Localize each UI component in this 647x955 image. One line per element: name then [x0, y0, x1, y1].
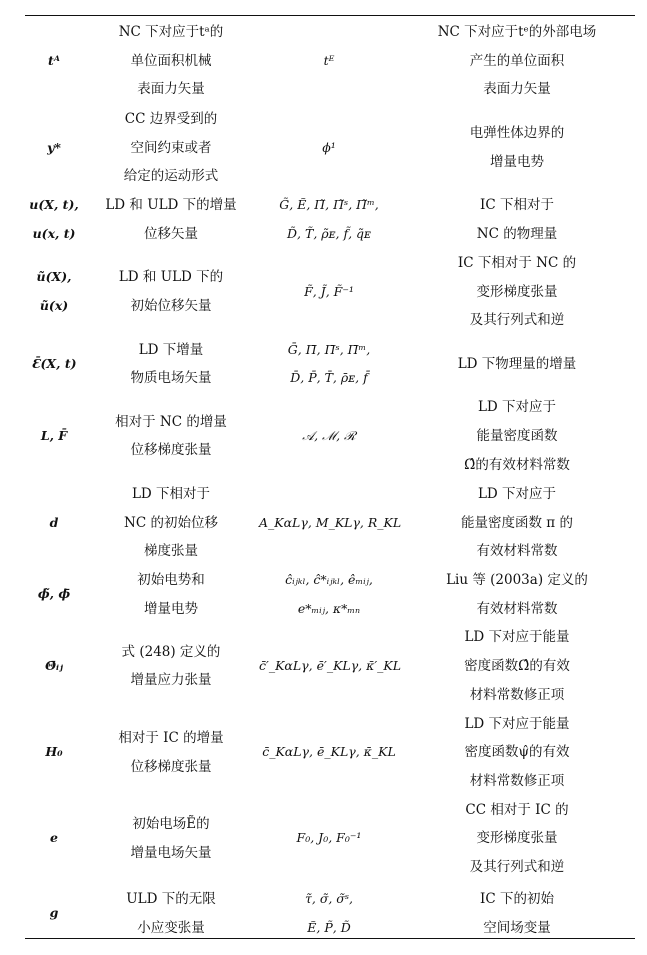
cell-line: IC 下相对于	[480, 197, 554, 214]
cell-line: g	[49, 905, 59, 921]
symbol-cell	[25, 796, 83, 882]
description-cell	[83, 191, 259, 248]
description-cell	[399, 796, 635, 882]
cell-line: 相对于 IC 的增量	[118, 729, 224, 746]
cell-line: 小应变张量	[137, 919, 205, 936]
description-cell	[399, 249, 635, 336]
description-cell	[83, 393, 259, 480]
description-cell	[399, 882, 635, 946]
cell-line: ũ(X),	[36, 269, 72, 285]
table-row	[25, 336, 635, 393]
bottom-rule	[25, 938, 635, 939]
cell-line: G̃, Ẽ, Π̃, Π̃ˢ, Π̃ᵐ,	[279, 197, 379, 213]
symbol-cell	[25, 623, 83, 709]
cell-line: 增量电势	[144, 600, 198, 617]
cell-line: d	[49, 514, 59, 530]
symbol-cell	[259, 191, 399, 248]
description-cell	[83, 105, 259, 191]
cell-line: ϕ¹	[322, 139, 336, 155]
cell-line: 密度函数ψ̂的有效	[464, 744, 570, 761]
cell-line: 梯度张量	[144, 543, 198, 560]
cell-line: 材料常数修正项	[469, 772, 565, 789]
symbol-cell	[259, 480, 402, 566]
cell-line: 式 (248) 定义的	[121, 643, 221, 660]
symbol-cell	[25, 17, 83, 105]
description-cell	[399, 480, 635, 566]
cell-line: tᴬ	[48, 52, 60, 68]
cell-line: 空间场变量	[483, 919, 551, 936]
cell-line: LD 下对应于	[477, 399, 557, 416]
cell-line: 位移梯度张量	[130, 758, 212, 775]
cell-line: LD 下增量	[138, 341, 204, 358]
symbol-cell	[25, 566, 83, 623]
symbol-cell	[259, 566, 399, 623]
description-cell	[399, 191, 635, 248]
cell-line: 𝒜, ℳ, ℛ	[302, 428, 356, 444]
table-row	[25, 710, 635, 796]
cell-line: LD 下对应于能量	[464, 629, 570, 646]
symbol-cell	[259, 393, 399, 480]
cell-line: NC 下对应于tᵉ的外部电场	[437, 23, 597, 40]
description-cell	[83, 623, 259, 709]
cell-line: NC 下对应于tᵃ的	[118, 23, 224, 40]
cell-line: 材料常数修正项	[469, 686, 565, 703]
cell-line: e	[50, 830, 58, 846]
cell-line: 相对于 NC 的增量	[115, 413, 227, 430]
cell-line: 表面力矢量	[137, 81, 205, 98]
cell-line: u(X, t),	[29, 197, 79, 213]
cell-line: LD 下相对于	[131, 485, 211, 502]
symbol-cell	[259, 710, 399, 796]
cell-line: ũ(x)	[39, 298, 69, 314]
cell-line: ĉᵢⱼₖₗ, ĉ*ᵢⱼₖₗ, êₘᵢⱼ,	[285, 572, 373, 588]
cell-line: LD 和 ULD 下的增量	[105, 197, 237, 214]
cell-line: 增量电场矢量	[130, 844, 212, 861]
cell-line: Ω̂的有效材料常数	[464, 456, 570, 473]
symbol-cell	[259, 623, 402, 709]
table-row	[25, 191, 635, 248]
cell-line: τ̃, σ̃, σ̃ˢ,	[304, 891, 354, 907]
cell-line: 单位面积机械	[130, 52, 212, 69]
cell-line: 初始电势和	[137, 572, 205, 589]
cell-line: e*ₘᵢⱼ, κ*ₘₙ	[297, 600, 361, 616]
symbol-cell	[25, 105, 83, 191]
table-row	[25, 480, 635, 566]
cell-line: L, F̄	[40, 428, 68, 444]
cell-line: 给定的运动形式	[123, 168, 219, 185]
cell-line: 电弹性体边界的	[469, 125, 565, 142]
cell-line: 有效材料常数	[476, 600, 558, 617]
cell-line: 位移梯度张量	[130, 442, 212, 459]
cell-line: 空间约束或者	[130, 139, 212, 156]
description-cell	[399, 393, 635, 480]
symbol-cell	[259, 336, 399, 393]
cell-line: 位移矢量	[144, 225, 198, 242]
symbol-cell	[25, 191, 83, 248]
description-cell	[399, 710, 635, 796]
cell-line: Liu 等 (2003a) 定义的	[446, 572, 588, 589]
cell-line: c̄′_KαLγ, ē′_KLγ, κ̄′_KL	[259, 658, 402, 674]
cell-line: 及其行列式和逆	[469, 312, 565, 329]
table-row	[25, 249, 635, 336]
description-cell	[399, 623, 635, 709]
description-cell	[399, 336, 635, 393]
cell-line: ϕ̃, ϕ̄	[37, 586, 71, 602]
symbol-table	[25, 17, 635, 946]
cell-line: tᴱ	[323, 52, 335, 68]
cell-line: 有效材料常数	[476, 543, 558, 560]
symbol-cell	[259, 796, 399, 882]
cell-line: 变形梯度张量	[476, 283, 558, 300]
cell-line: 初始位移矢量	[130, 298, 212, 315]
cell-line: y*	[47, 139, 61, 155]
cell-line: IC 下相对于 NC 的	[457, 254, 577, 271]
description-cell	[83, 710, 259, 796]
cell-line: NC 的初始位移	[124, 514, 218, 531]
symbol-cell	[25, 393, 83, 480]
cell-line: 产生的单位面积	[469, 52, 565, 69]
cell-line: LD 下物理量的增量	[457, 355, 577, 372]
cell-line: ULD 下的无限	[126, 891, 216, 908]
cell-line: F̃, J̃, F̃⁻¹	[304, 283, 354, 299]
description-cell	[399, 105, 635, 191]
description-cell	[83, 336, 259, 393]
cell-line: u(x, t)	[32, 225, 76, 241]
cell-line: 密度函数Ω̂的有效	[464, 658, 570, 675]
symbol-cell	[25, 480, 83, 566]
cell-line: LD 和 ULD 下的	[118, 269, 224, 286]
cell-line: 能量密度函数	[476, 428, 558, 445]
table-row	[25, 393, 635, 480]
cell-line: LD 下对应于	[477, 485, 557, 502]
table-row	[25, 796, 635, 882]
description-cell	[83, 17, 259, 105]
description-cell	[83, 480, 259, 566]
cell-line: Θ̄ᵢⱼ	[45, 658, 63, 674]
cell-line: c̄_KαLγ, ē_KLγ, κ̄_KL	[262, 744, 396, 760]
description-cell	[83, 566, 259, 623]
table-row	[25, 566, 635, 623]
symbol-cell	[25, 882, 83, 946]
symbol-cell	[259, 882, 399, 946]
description-cell	[399, 566, 635, 623]
symbol-cell	[25, 249, 83, 336]
cell-line: CC 边界受到的	[124, 111, 218, 127]
cell-line: 增量电势	[490, 154, 544, 171]
cell-line: 表面力矢量	[483, 81, 551, 98]
cell-line: CC 相对于 IC 的	[465, 801, 569, 818]
table-row	[25, 17, 635, 105]
description-cell	[399, 17, 635, 105]
cell-line: Ḡ, Π̄, Π̄ˢ, Π̄ᵐ,	[287, 341, 371, 357]
description-cell	[83, 249, 259, 336]
symbol-cell	[25, 710, 83, 796]
cell-line: H₀	[45, 744, 63, 760]
cell-line: F₀, J₀, F₀⁻¹	[296, 830, 362, 846]
cell-line: NC 的物理量	[476, 225, 558, 242]
symbol-cell	[25, 336, 83, 393]
cell-line: 及其行列式和逆	[469, 859, 565, 876]
symbol-cell	[259, 17, 399, 105]
cell-line: 初始电场Ẽ的	[132, 816, 210, 832]
cell-line: 变形梯度张量	[476, 830, 558, 847]
cell-line: IC 下的初始	[480, 891, 554, 908]
table-row	[25, 882, 635, 946]
cell-line: 物质电场矢量	[130, 370, 212, 387]
top-rule	[25, 15, 635, 16]
cell-line: 增量应力张量	[130, 672, 212, 689]
cell-line: Ẽ, P̃, D̃	[307, 919, 351, 935]
cell-line: 能量密度函数 π 的	[461, 514, 573, 531]
cell-line: A_KαLγ, M_KLγ, R_KL	[259, 514, 402, 530]
symbol-cell	[259, 249, 399, 336]
cell-line: Ɛ̄(X, t)	[31, 355, 77, 371]
table-row	[25, 105, 635, 191]
cell-line: D̄, P̄, T̄, ρ̄ᴇ, f̄	[290, 370, 368, 386]
cell-line: LD 下对应于能量	[464, 715, 570, 732]
description-cell	[83, 796, 259, 882]
symbol-cell	[259, 105, 399, 191]
table-row	[25, 623, 635, 709]
cell-line: D̃, T̃, ρ̃ᴇ, f̃, q̃ᴇ	[287, 225, 371, 241]
description-cell	[83, 882, 259, 946]
